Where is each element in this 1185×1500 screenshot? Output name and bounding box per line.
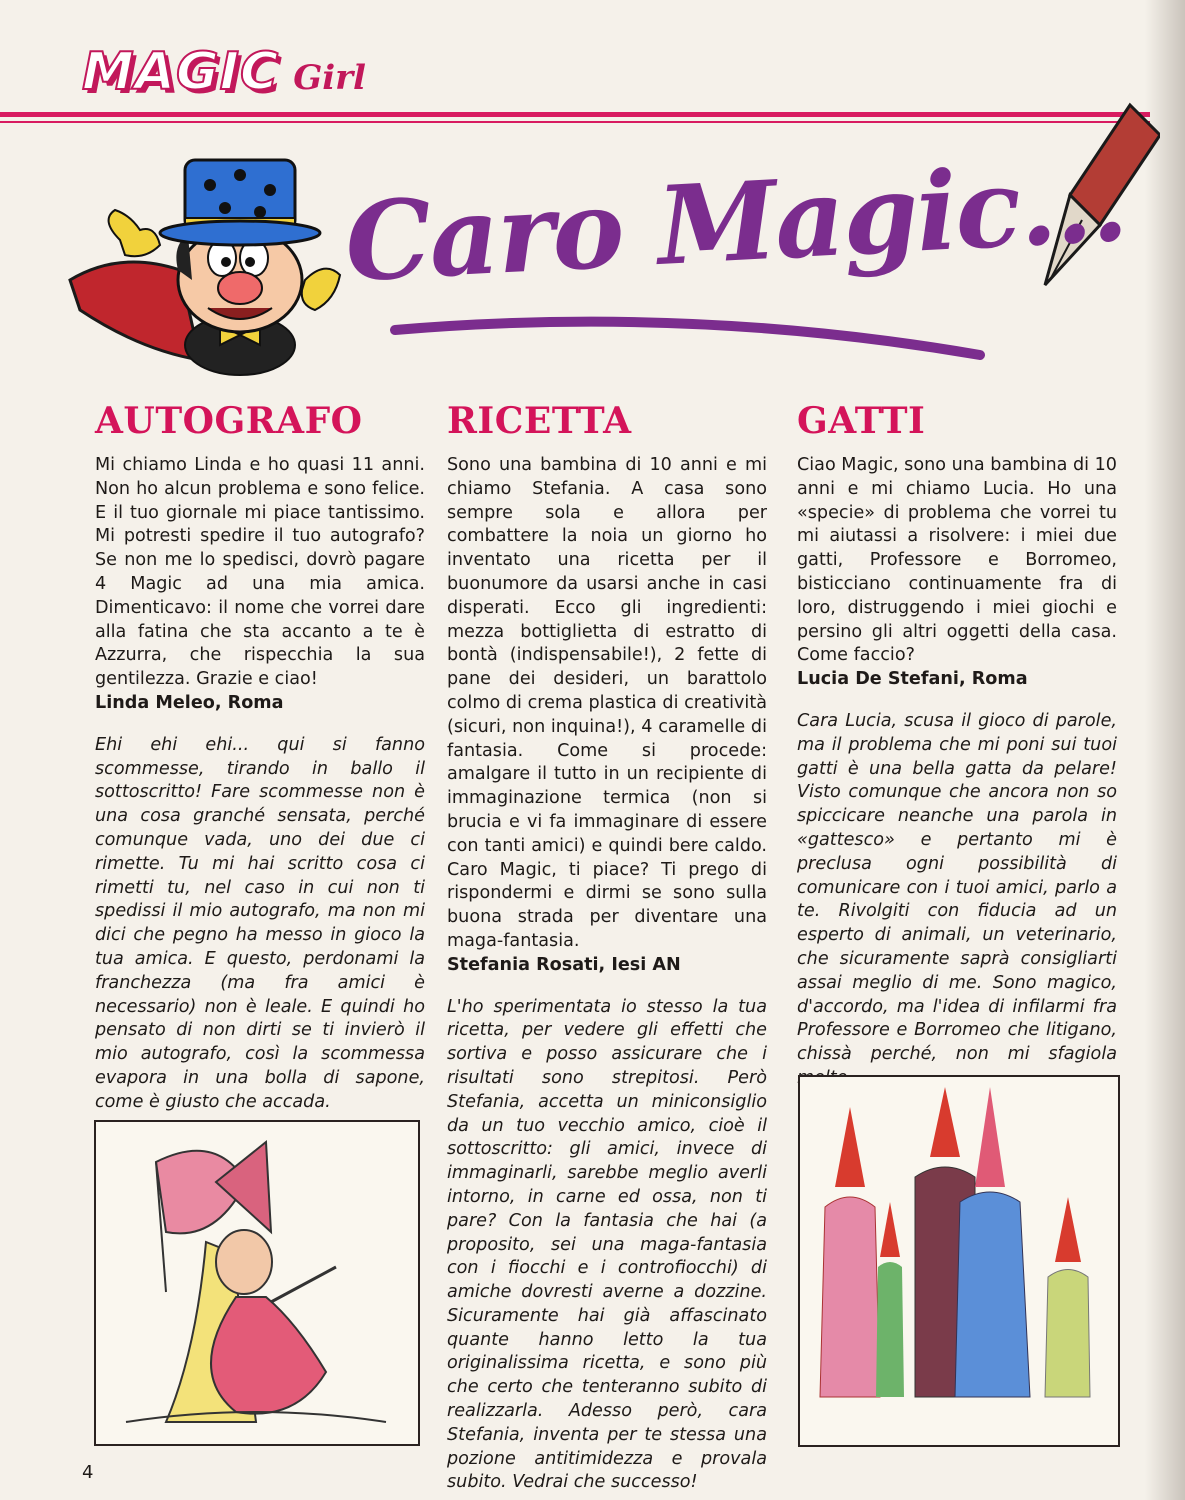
- letter-signature: Stefania Rosati, Iesi AN: [447, 954, 681, 975]
- magician-mascot-icon: [60, 130, 360, 380]
- reader-letter: Mi chiamo Linda e ho quasi 11 anni. Non ho alcun problema e sono felice. E il tuo giornale mi piace tantissimo. Mi potresti spedire il tuo autografo? Se non me lo spedisci, dovrò pagare 4 Magic ad una mia amica. Dimenticavo: il nome che vorrei dare alla fatina che sta accanto a te è Azzurra, che rispecchia la sua gentilezza. Grazie e ciao!: [95, 455, 425, 690]
- magic-reply: L'ho sperimentata io stesso la tua ricetta, per vedere gli effetti che sortiva e posso assicurare che i risultati sono strepitosi. Però Stefania, accetta un miniconsiglio da un tuo vecchio amico, cioè il sottoscritto: gli amici, invece di immaginarli, sarebbe meglio averli intorno, in carne ed ossa, non ti pare? Con la fantasia che hai (a proposito, sei una maga-fantasia con i fiocchi e i controfiocchi) di amiche dovresti averne a dozzine. Sicuramente hai già affascinato quante hanno letto la tua originalissima ricetta, e sono più che certo che tenteranno subito di realizzarla. Adesso però, cara Stefania, inventa per te stessa una pozione antitimidezza e provala subito. Vedrai che successo!: [447, 996, 767, 1493]
- column-heading: GATTI: [797, 400, 926, 442]
- reader-letter: Sono una bambina di 10 anni e mi chiamo Stefania. A casa sono sempre sola e allora per combattere la noia un giorno ho inventato una ricetta per il buonumore da usarsi anche in casi disperati. Ecco gli ingredienti: mezza bottiglietta di estratto di bontà (indispensabile!), 2 fette di pane dei desideri, un barattolo colmo di crema plastica di creatività (sicuri, non inquina!), 4 caramelle di fantasia. Come si procede: amalgare il tutto in un recipiente di immaginazione termica (non si brucia e vi fa immaginare di essere con tanti amici) e quindi bere caldo. Caro Magic, ti piace? Ti prego di rispondermi e dirmi se sono sulla buona strada per diventare una maga-fantasia.: [447, 455, 767, 951]
- reader-letter: Ciao Magic, sono una bambina di 10 anni e mi chiamo Lucia. Ho una «specie» di problema che vorrei tu mi aiutassi a risolvere: i miei due gatti, Professore e Borromeo, bisticciano continuamente fra di loro, distruggendo i miei giochi e persino gli altri oggetti della casa. Come faccio?: [797, 455, 1118, 666]
- page-number: 4: [82, 1462, 94, 1483]
- column-ricetta: [447, 400, 767, 1495]
- gnome-family-drawing-icon: [800, 1077, 1118, 1445]
- reader-drawing-gnomes: [798, 1075, 1120, 1447]
- title-brush-stroke: [390, 300, 990, 360]
- letter-signature: Lucia De Stefani, Roma: [797, 669, 1028, 690]
- letter-signature: Linda Meleo, Roma: [95, 692, 284, 713]
- page-title: Caro Magic...: [342, 139, 1129, 307]
- header-rule-thin: [0, 121, 1150, 123]
- brand-logo: MAGIC: [82, 42, 280, 102]
- column-autografo: [95, 400, 425, 1115]
- brand-subtitle: Girl: [293, 58, 366, 98]
- reader-drawing-fairy: [94, 1120, 420, 1446]
- column-heading: AUTOGRAFO: [95, 400, 363, 442]
- column-gatti: [797, 400, 1117, 1091]
- masthead: [82, 42, 366, 112]
- magic-reply: Ehi ehi ehi... qui si fanno scommesse, tirando in ballo il sottoscritto! Fare scommesse non è una cosa granché sensata, perché comunque vada, uno dei due ci rimette. Tu mi hai scritto cosa ci rimetti tu, nel caso in cui non ti spedissi il mio autografo, ma non mi dici che pegno ha messo in gioco la tua amica. E questo, perdonami la franchezza (ma fra amici è necessario) non è leale. E quindi ho pensato di non dirti se ti invierò il mio autografo, così la scommessa evapora in una bolla di sapone, come è giusto che accada.: [95, 734, 425, 1112]
- fairy-drawing-icon: [96, 1122, 418, 1444]
- magic-reply: Cara Lucia, scusa il gioco di parole, ma il problema che mi poni sui tuoi gatti è una bella gatta da pelare! Visto comunque che ancora non so spiccicare neanche una parola in «gattesco» e pertanto mi è preclusa ogni possibilità di comunicare con i tuoi amici, parlo a te. Rivolgiti con fiducia ad un esperto di animali, un veterinario, che sicuramente saprà consigliarti assai meglio di me. Sono magico, d'accordo, ma l'idea di infilarmi fra Professore e Borromeo che litigano, chissà perché, non mi sfagiola: [797, 710, 1117, 1065]
- column-heading: RICETTA: [447, 400, 632, 442]
- header-rule: [0, 112, 1150, 117]
